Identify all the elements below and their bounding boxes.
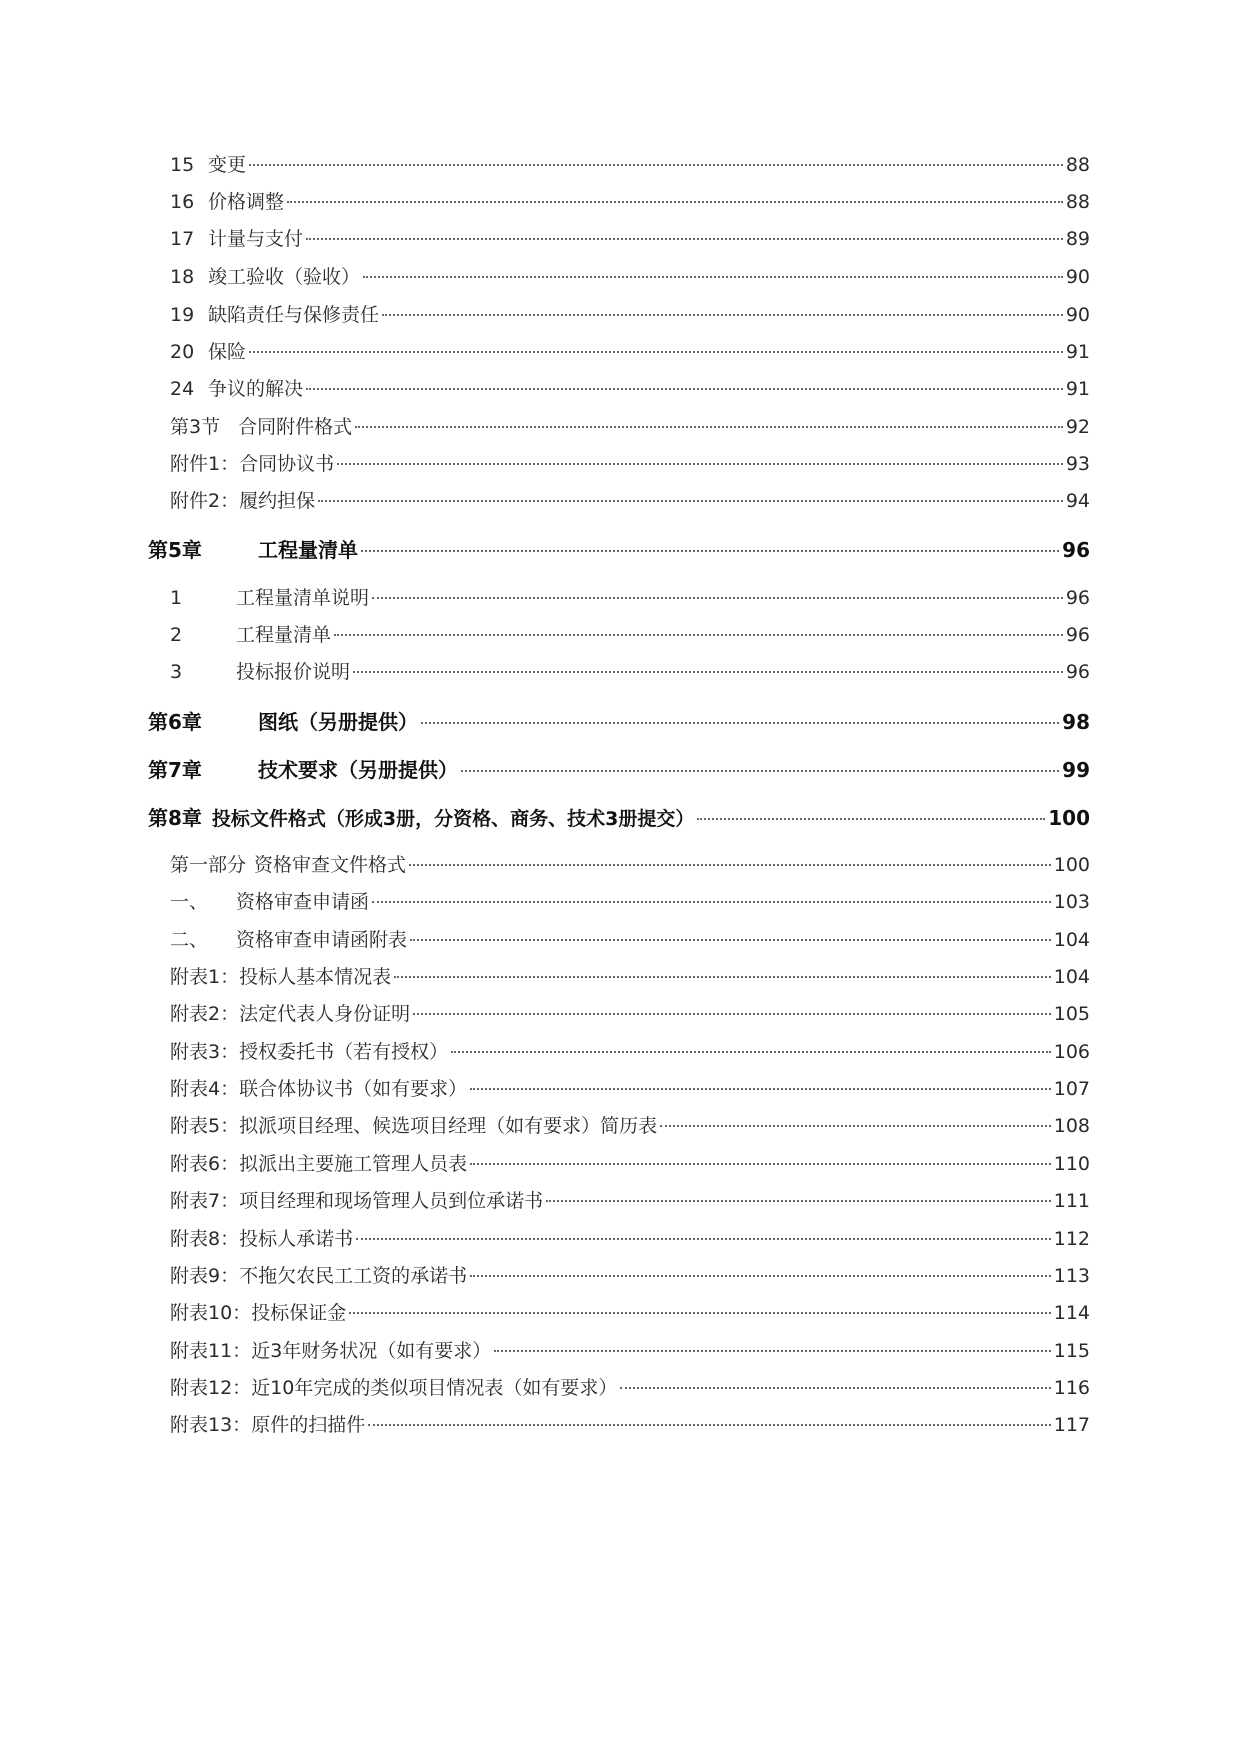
toc-entry-title: 缺陷责任与保修责任 — [208, 304, 380, 326]
toc-entry[interactable] — [170, 1037, 1090, 1067]
toc-entry-number: 15 — [170, 154, 195, 176]
dot-leader — [421, 722, 1059, 724]
toc-entry[interactable] — [170, 187, 1090, 217]
toc-entry-title: 资格审查文件格式 — [254, 854, 407, 876]
toc-entry-number: 附表6： — [170, 1153, 240, 1175]
toc-entry-number: 附表4： — [170, 1078, 240, 1100]
dot-leader — [461, 770, 1059, 772]
toc-entry-number: 1 — [170, 587, 183, 609]
toc-entry-title: 履约担保 — [239, 490, 316, 512]
dot-leader — [372, 597, 1063, 599]
toc-entry-number: 附表8： — [170, 1228, 240, 1250]
toc-entry-page: 113 — [1053, 1265, 1090, 1287]
toc-entry-title: 价格调整 — [208, 191, 285, 213]
dot-leader — [361, 550, 1059, 552]
dot-leader — [349, 1312, 1051, 1314]
toc-entry-title: 不拖欠农民工工资的承诺书 — [239, 1265, 468, 1287]
toc-entry-title: 联合体协议书（如有要求） — [239, 1078, 468, 1100]
toc-entry-number: 附表12： — [170, 1377, 252, 1399]
toc-entry-number: 附表5： — [170, 1115, 240, 1137]
toc-entry[interactable] — [170, 620, 1090, 650]
toc-entry-page: 92 — [1065, 416, 1090, 438]
dot-leader — [306, 238, 1063, 240]
toc-chapter-title: 工程量清单 — [258, 538, 358, 562]
toc-entry-page: 117 — [1053, 1414, 1090, 1436]
toc-entry-page: 96 — [1065, 587, 1090, 609]
toc-chapter-title: 投标文件格式（形成3册，分资格、商务、技术3册提交） — [211, 808, 695, 830]
toc-entry-number: 附表1： — [170, 966, 240, 988]
toc-entry-number: 附件1： — [170, 453, 240, 475]
toc-entry-number: 3 — [170, 661, 183, 683]
toc-chapter-page: 100 — [1048, 806, 1090, 830]
toc-entry[interactable] — [170, 374, 1090, 404]
toc-entry-title: 合同协议书 — [239, 453, 335, 475]
toc-entry[interactable] — [170, 224, 1090, 254]
toc-entry-title: 投标人基本情况表 — [239, 966, 392, 988]
dot-leader — [356, 1238, 1051, 1240]
toc-entry-page: 112 — [1053, 1228, 1090, 1250]
toc-entry-page: 96 — [1065, 661, 1090, 683]
toc-entry[interactable] — [170, 337, 1090, 367]
toc-entry-page: 93 — [1065, 453, 1090, 475]
toc-entry-number: 二、 — [170, 929, 209, 951]
toc-entry-title: 竣工验收（验收） — [208, 266, 361, 288]
toc-entry[interactable] — [170, 1261, 1090, 1291]
toc-entry-page: 115 — [1053, 1340, 1090, 1362]
toc-entry[interactable] — [170, 1074, 1090, 1104]
dot-leader — [287, 201, 1063, 203]
toc-entry-page: 110 — [1053, 1153, 1090, 1175]
toc-entry-page: 111 — [1053, 1190, 1090, 1212]
toc-entry-number: 附表11： — [170, 1340, 252, 1362]
toc-chapter-number: 第5章 — [148, 538, 202, 562]
toc-entry-title: 工程量清单说明 — [236, 587, 370, 609]
toc-entry-title: 保险 — [208, 341, 247, 363]
toc-entry-page: 91 — [1065, 378, 1090, 400]
toc-entry-number: 附表9： — [170, 1265, 240, 1287]
toc-entry[interactable] — [170, 887, 1090, 917]
toc-entry-page: 91 — [1065, 341, 1090, 363]
toc-entry-page: 114 — [1053, 1302, 1090, 1324]
toc-entry-page: 103 — [1053, 891, 1090, 913]
toc-entry-title: 投标人承诺书 — [239, 1228, 354, 1250]
dot-leader — [546, 1200, 1051, 1202]
toc-entry[interactable] — [170, 850, 1090, 880]
dot-leader — [368, 1424, 1051, 1426]
toc-entry-title: 拟派项目经理、候选项目经理（如有要求）简历表 — [239, 1115, 658, 1137]
toc-entry-page: 104 — [1053, 966, 1090, 988]
dot-leader — [249, 351, 1063, 353]
dot-leader — [363, 276, 1063, 278]
toc-entry-title: 变更 — [208, 154, 247, 176]
toc-entry-page: 88 — [1065, 154, 1090, 176]
toc-entry-number: 20 — [170, 341, 195, 363]
toc-entry-page: 105 — [1053, 1003, 1090, 1025]
toc-entry[interactable] — [170, 1111, 1090, 1141]
toc-entry-title: 工程量清单 — [236, 624, 332, 646]
toc-chapter[interactable] — [148, 534, 1090, 564]
toc-chapter-number: 第7章 — [148, 758, 202, 782]
toc-entry-title: 资格审查申请函附表 — [236, 929, 408, 951]
toc-entry-number: 24 — [170, 378, 195, 400]
toc-entry[interactable] — [170, 925, 1090, 955]
toc-entry-page: 88 — [1065, 191, 1090, 213]
toc-entry[interactable] — [170, 657, 1090, 687]
toc-entry-number: 附表2： — [170, 1003, 240, 1025]
toc-entry-page: 94 — [1065, 490, 1090, 512]
toc-entry-title: 法定代表人身份证明 — [239, 1003, 411, 1025]
toc-entry[interactable] — [170, 1149, 1090, 1179]
toc-entry-title: 原件的扫描件 — [251, 1414, 366, 1436]
toc-entry-number: 18 — [170, 266, 195, 288]
toc-entry-page: 107 — [1053, 1078, 1090, 1100]
dot-leader — [382, 314, 1063, 316]
dot-leader — [660, 1125, 1051, 1127]
toc-chapter-number: 第6章 — [148, 710, 202, 734]
dot-leader — [353, 671, 1063, 673]
toc-entry-page: 100 — [1053, 854, 1090, 876]
dot-leader — [410, 939, 1051, 941]
toc-entry-page: 89 — [1065, 228, 1090, 250]
toc-entry[interactable] — [170, 150, 1090, 180]
toc-entry[interactable] — [170, 1336, 1090, 1366]
toc-entry-number: 附件2： — [170, 490, 240, 512]
toc-entry-number: 2 — [170, 624, 183, 646]
toc-entry[interactable] — [170, 449, 1090, 479]
dot-leader — [394, 976, 1051, 978]
toc-entry-number: 16 — [170, 191, 195, 213]
toc-chapter-title: 图纸（另册提供） — [258, 710, 418, 734]
toc-entry[interactable] — [170, 999, 1090, 1029]
toc-entry[interactable] — [170, 1298, 1090, 1328]
toc-entry-number: 一、 — [170, 891, 209, 913]
toc-entry-number: 附表7： — [170, 1190, 240, 1212]
toc-entry-title: 近10年完成的类似项目情况表（如有要求） — [251, 1377, 618, 1399]
toc-entry-title: 合同附件格式 — [238, 416, 353, 438]
toc-entry[interactable] — [170, 412, 1090, 442]
toc-entry-title: 拟派出主要施工管理人员表 — [239, 1153, 468, 1175]
toc-chapter-page: 96 — [1062, 538, 1090, 562]
toc-entry-title: 授权委托书（若有授权） — [239, 1041, 449, 1063]
dot-leader — [413, 1013, 1051, 1015]
toc-entry[interactable] — [170, 262, 1090, 292]
toc-chapter[interactable] — [148, 754, 1090, 784]
toc-entry-page: 116 — [1053, 1377, 1090, 1399]
toc-chapter-title: 技术要求（另册提供） — [258, 758, 458, 782]
toc-entry-number: 第一部分 — [170, 854, 247, 876]
toc-entry[interactable] — [170, 1224, 1090, 1254]
toc-entry-title: 项目经理和现场管理人员到位承诺书 — [239, 1190, 544, 1212]
dot-leader — [697, 818, 1045, 820]
dot-leader — [470, 1163, 1051, 1165]
dot-leader — [334, 634, 1063, 636]
dot-leader — [470, 1275, 1051, 1277]
dot-leader — [337, 463, 1063, 465]
toc-chapter-page: 99 — [1062, 758, 1090, 782]
toc-entry[interactable] — [170, 486, 1090, 516]
dot-leader — [451, 1051, 1051, 1053]
toc-entry-title: 投标报价说明 — [236, 661, 351, 683]
dot-leader — [409, 864, 1051, 866]
dot-leader — [355, 426, 1063, 428]
dot-leader — [470, 1088, 1051, 1090]
toc-entry[interactable] — [170, 583, 1090, 613]
toc-entry[interactable] — [170, 962, 1090, 992]
dot-leader — [372, 901, 1051, 903]
dot-leader — [620, 1387, 1050, 1389]
dot-leader — [494, 1350, 1050, 1352]
toc-entry-page: 96 — [1065, 624, 1090, 646]
toc-entry-number: 17 — [170, 228, 195, 250]
toc-entry[interactable] — [170, 1410, 1090, 1440]
toc-entry-title: 近3年财务状况（如有要求） — [251, 1340, 492, 1362]
toc-entry-number: 附表13： — [170, 1414, 252, 1436]
toc-entry-number: 附表10： — [170, 1302, 252, 1324]
toc-entry-number: 19 — [170, 304, 195, 326]
dot-leader — [249, 164, 1063, 166]
toc-chapter[interactable] — [148, 802, 1090, 832]
toc-entry-page: 90 — [1065, 266, 1090, 288]
toc-entry-page: 106 — [1053, 1041, 1090, 1063]
toc-entry-page: 108 — [1053, 1115, 1090, 1137]
toc-entry-page: 90 — [1065, 304, 1090, 326]
toc-chapter-number: 第8章 — [148, 806, 202, 830]
toc-entry-number: 第3节 — [170, 416, 221, 438]
toc-entry-number: 附表3： — [170, 1041, 240, 1063]
toc-entry[interactable] — [170, 1373, 1090, 1403]
toc-chapter-page: 98 — [1062, 710, 1090, 734]
toc-entry-title: 争议的解决 — [208, 378, 304, 400]
toc-entry-page: 104 — [1053, 929, 1090, 951]
toc-entry[interactable] — [170, 300, 1090, 330]
toc-chapter[interactable] — [148, 706, 1090, 736]
dot-leader — [318, 500, 1063, 502]
toc-entry-title: 资格审查申请函 — [236, 891, 370, 913]
dot-leader — [306, 388, 1063, 390]
toc-entry-title: 投标保证金 — [251, 1302, 347, 1324]
toc-entry[interactable] — [170, 1186, 1090, 1216]
toc-entry-title: 计量与支付 — [208, 228, 304, 250]
